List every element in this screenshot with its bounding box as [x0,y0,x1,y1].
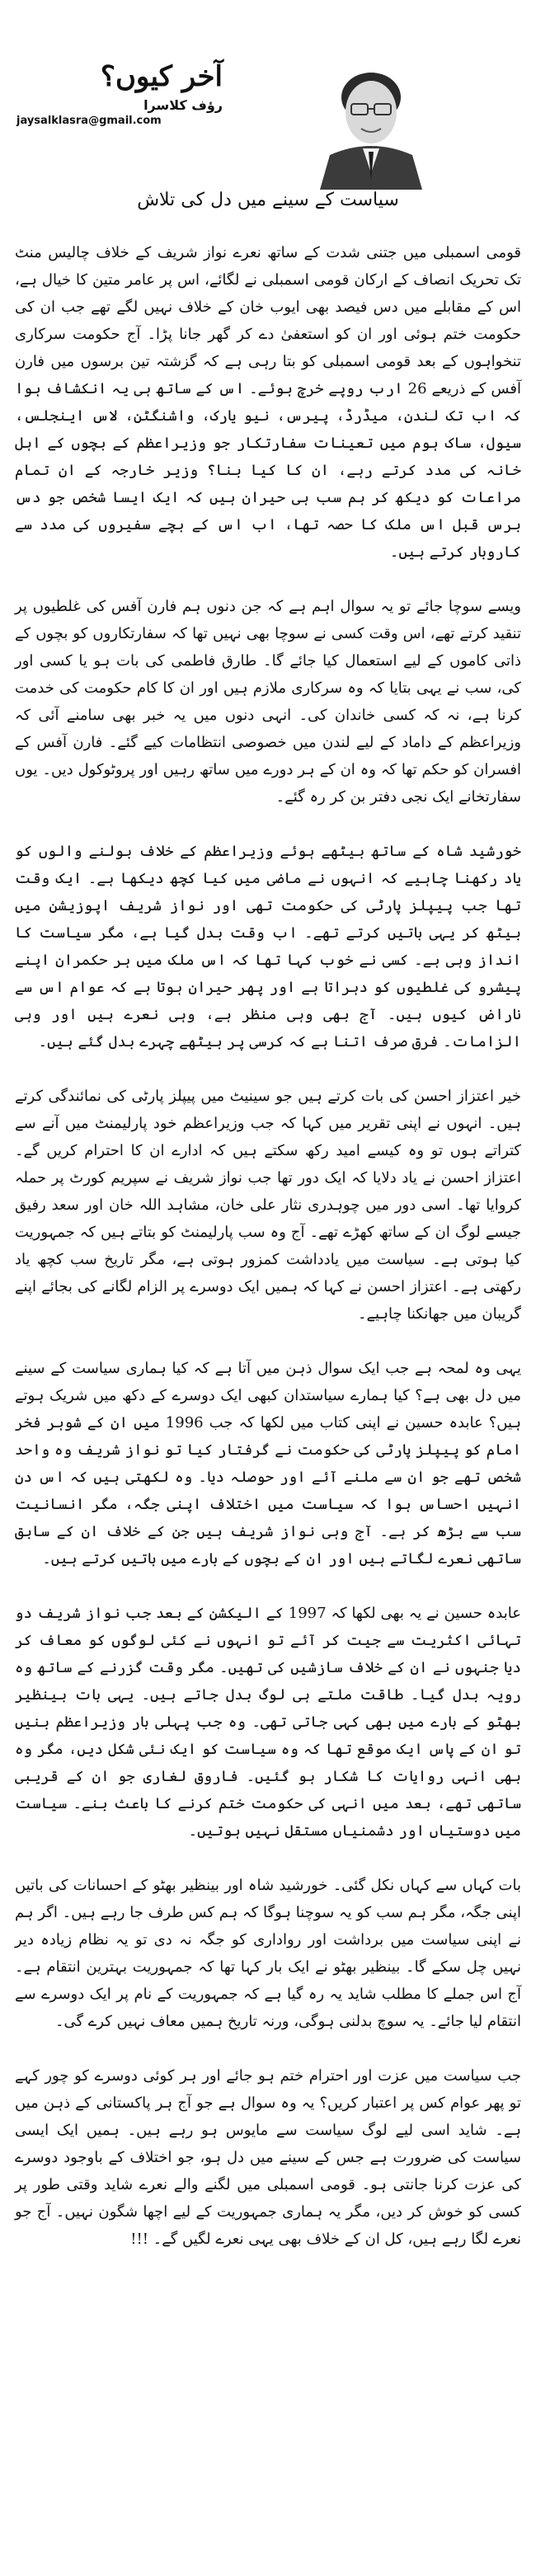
article-headline: سیاست کے سینے میں دل کی تلاش [137,190,399,210]
article-paragraph: قومی اسمبلی میں جتنی شدت کے ساتھ نعرے نواز شریف کے خلاف چالیس منٹ تک تحریک انصاف کے ارکان قومی اسمبلی نے لگائے، اس پر عامر متین کا خیال ہے، اس کے مقابلے میں دس فیصد بھی ایوب خان کے خلاف نہیں لگے تھے جب ان کی حکومت ختم ہوئی اور ان کو استعفیٰ دے کر گھر جانا پڑا۔ آج حکومت سرکاری تنخواہوں کے بعد قومی اسمبلی کو بتا رہی ہے کہ گزشتہ تین برسوں میں فارن آفس کے ذریعے 26 ارب روپے خرچ ہوئے۔ اس کے ساتھ ہی یہ انکشاف ہوا کہ اب تک لندن، میڈرڈ، پیرس، نیو یارک، واشنگٹن، لاس اینجلس، سیول، ساک ہوم میں تعینات سفارتکار جو وزیراعظم کے بچوں کے اہل خانہ کی مدد کرتے رہے، ان کا کیا بنا؟ وزیر خارجہ کے ان تمام مراعات کو دیکھ کر ہم سب ہی حیران ہیں کہ ایک ایسا شخص جو دس برس قبل اس ملک کا حصہ تھا، اب اس کے بچے سفیروں کی مدد سے کاروبار کرتے ہیں۔ [15,244,521,561]
article-paragraph: خیر اعتزاز احسن کی بات کرتے ہیں جو سینیٹ میں پیپلز پارٹی کی نمائندگی کرتے ہیں۔ انہوں نے اپنی تقریر میں کہا کہ جب وزیراعظم خود پارلیمنٹ میں آنے سے کتراتے ہوں تو وہ کیسے امید رکھ سکتے ہیں کہ ادارے ان کا احترام کریں گے۔ اعتزاز احسن نے یاد دلایا کہ ایک دور تھا جب نواز شریف نے سپریم کورٹ پر حملہ کروایا تھا۔ اسی دور میں چوہدری نثار علی خان، مشاہد اللہ خان اور سعد رفیق جیسے لوگ ان کے ساتھ کھڑے تھے۔ آج وہ سب پارلیمنٹ کو بتاتے ہیں کہ جمہوریت کیا ہوتی ہے۔ سیاست میں یادداشت کمزور ہوتی ہے، مگر تاریخ سب کچھ یاد رکھتی ہے۔ اعتزاز احسن نے کہا کہ ہمیں ایک دوسرے پر الزام لگانے کی بجائے اپنے گریبان میں جھانکنا چاہیے۔ [15,1088,522,1323]
article-paragraph: خورشید شاہ کے ساتھ بیٹھے ہوئے وزیراعظم کے خلاف بولنے والوں کو یاد رکھنا چاہیے کہ انہوں نے ماضی میں کیا کچھ دیکھا ہے۔ ایک وقت تھا جب پیپلز پارٹی کی حکومت تھی اور نواز شریف اپوزیشن میں بیٹھ کر یہی باتیں کرتے تھے۔ اب وقت بدل گیا ہے، مگر سیاست کا انداز وہی ہے۔ کسی نے خوب کہا تھا کہ اس ملک میں ہر حکمران اپنے پیشرو کی غلطیوں کو دہراتا ہے اور پھر حیران ہوتا ہے کہ عوام اس سے ناراض کیوں ہیں۔ آج بھی وہی منظر ہے، وہی نعرے ہیں اور وہی الزامات۔ فرق صرف اتنا ہے کہ کرسی پر بیٹھے چہرے بدل گئے ہیں۔ [15,843,521,1051]
column-header [0,0,536,247]
author-email: jaysalklasra@gmail.com [16,115,162,128]
column-title-block [16,62,223,127]
author-photo [305,58,437,190]
author-name: رؤف کلاسرا [143,97,223,114]
article-paragraph: بات کہاں سے کہاں نکل گئی۔ خورشید شاہ اور بینظیر بھٹو کے احسانات کی باتیں اپنی جگہ، مگر ہم سب کو یہ سوچنا ہوگا کہ ہم کس طرف جا رہے ہیں۔ اگر ہم نے اپنی سیاست میں برداشت اور رواداری کو جگہ نہ دی تو یہ نظام زیادہ دیر نہیں چل سکے گا۔ بینظیر بھٹو نے ایک بار کہا تھا کہ جمہوریت بہترین انتقام ہے۔ آج اس جملے کا مطلب شاید یہ رہ گیا ہے کہ جمہوریت کے نام پر ایک دوسرے سے انتقام لیا جائے۔ یہ سوچ بدلنی ہوگی، ورنہ تاریخ ہمیں معاف نہیں کرے گی۔ [15,1877,521,2030]
article-paragraph: ویسے سوچا جائے تو یہ سوال اہم ہے کہ جن دنوں ہم فارن آفس کی غلطیوں پر تنقید کرتے تھے، اس وقت کسی نے سوچا بھی نہیں تھا کہ سفارتکاروں کو بچوں کے ذاتی کاموں کے لیے استعمال کیا جائے گا۔ طارق فاطمی کی بات ہو یا کسی اور کی، سب نے یہی بتایا کہ وہ سرکاری ملازم ہیں اور ان کا کام حکومت کی خدمت کرنا ہے، نہ کہ کسی خاندان کی۔ انہی دنوں میں یہ خبر بھی سامنے آئی کہ وزیراعظم کے داماد کے لیے لندن میں خصوصی انتظامات کیے گئے۔ فارن آفس کے افسران کو حکم تھا کہ وہ ان کے ہر دورے میں ساتھ رہیں اور پروٹوکول دیں۔ یوں سفارتخانے ایک نجی دفتر بن کر رہ گئے۔ [15,598,521,806]
author-portrait-icon [305,58,437,190]
article-paragraph: جب سیاست میں عزت اور احترام ختم ہو جائے اور ہر کوئی دوسرے کو چور کہے تو پھر عوام کس پر اعتبار کریں؟ یہ وہ سوال ہے جو آج ہر پاکستانی کے ذہن میں ہے۔ شاید اسی لیے لوگ سیاست سے مایوس ہو رہے ہیں۔ ہمیں ایک ایسی سیاست کی ضرورت ہے جس کے سینے میں دل ہو، جو اختلاف کے باوجود دوسرے کی عزت کرنا جانتی ہو۔ قومی اسمبلی میں لگنے والے نعرے شاید وقتی طور پر کسی کو خوش کر دیں، مگر یہ ہماری جمہوریت کے لیے اچھا شگون نہیں۔ آج جو نعرے لگا رہے ہیں، کل ان کے خلاف بھی یہی نعرے لگیں گے۔ !!! [15,2067,521,2248]
article-paragraph: یہی وہ لمحہ ہے جب ایک سوال ذہن میں آتا ہے کہ کیا ہماری سیاست کے سینے میں دل بھی ہے؟ کیا ہمارے سیاستدان کبھی ایک دوسرے کے دکھ میں شریک ہوتے ہیں؟ عابدہ حسین نے اپنی کتاب میں لکھا کہ جب 1996 میں ان کے شوہر فخر امام کو پیپلز پارٹی کی حکومت نے گرفتار کیا تو نواز شریف وہ واحد شخص تھے جو ان سے ملنے آئے اور حوصلہ دیا۔ وہ لکھتی ہیں کہ اس دن انہیں احساس ہوا کہ سیاست میں اختلاف اپنی جگہ، مگر انسانیت سب سے بڑھ کر ہے۔ آج وہی نواز شریف ہیں جن کے خلاف ان کے سابق ساتھی نعرے لگاتے ہیں اور ان کے بچوں کے بارے میں باتیں کرتے ہیں۔ [15,1360,521,1568]
article-body [15,239,521,2253]
column-name: آخر کیوں؟ [100,60,223,93]
article-paragraph: عابدہ حسین نے یہ بھی لکھا کہ 1997 کے الیکشن کے بعد جب نواز شریف دو تہائی اکثریت سے جیت کر آئے تو انہوں نے کئی لوگوں کو معاف کر دیا جنہوں نے ان کے خلاف سازشیں کی تھیں۔ مگر وقت گزرنے کے ساتھ وہ رویہ بدل گیا۔ طاقت ملتے ہی لوگ بدل جاتے ہیں۔ یہی بات بینظیر بھٹو کے بارے میں بھی کہی جاتی تھی۔ وہ جب پہلی بار وزیراعظم بنیں تو ان کے پاس ایک موقع تھا کہ وہ سیاست کو ایک نئی شکل دیں، مگر وہ بھی انہی روایات کا شکار ہو گئیں۔ فاروق لغاری جو ان کے قریبی ساتھی تھے، بعد میں انہی کی حکومت ختم کرنے کا باعث بنے۔ سیاست میں دوستیاں اور دشمنیاں مستقل نہیں ہوتیں۔ [15,1605,521,1840]
